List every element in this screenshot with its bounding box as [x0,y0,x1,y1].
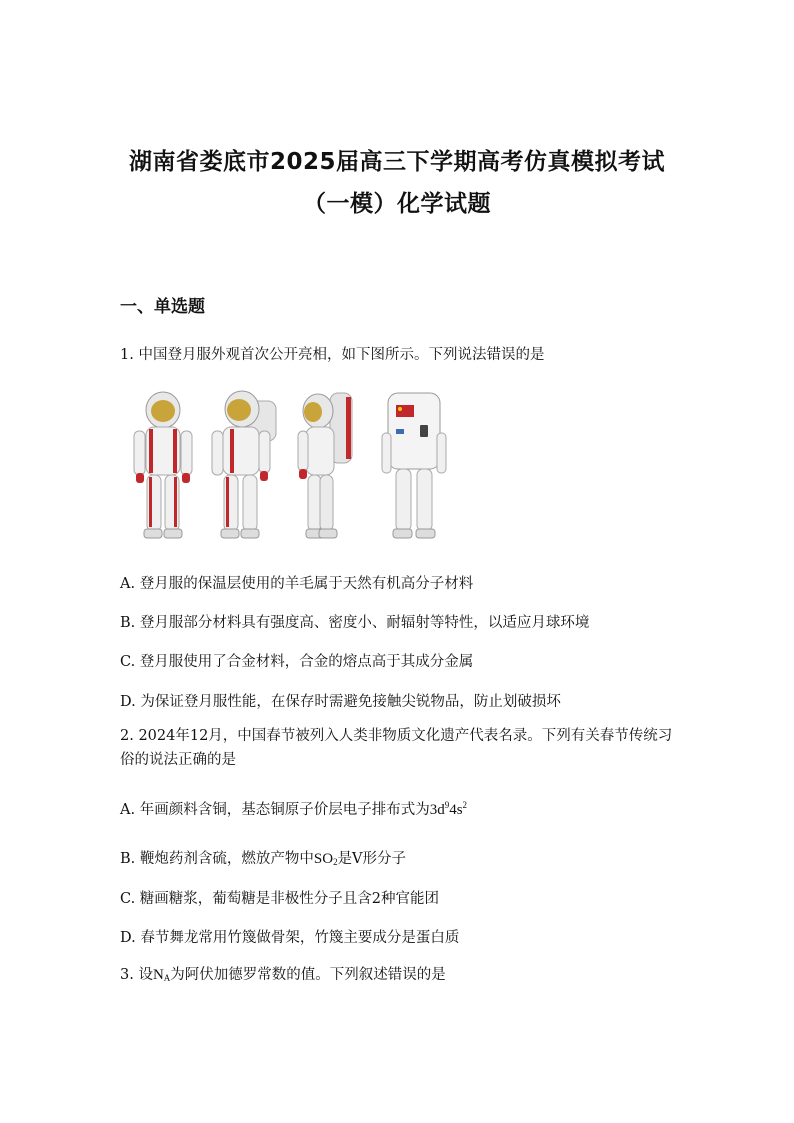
spacesuit-three-quarter-view [212,391,276,538]
title-line-2: （一模）化学试题 [303,191,491,217]
spacesuit-back-view [382,393,446,538]
formula-so2: $SO_2$ [313,851,338,867]
formula-3d9: $3d^94s^2$ [429,800,468,818]
question-2-stem: 2. 2024年12月，中国春节被列入人类非物质文化遗产代表名录。下列有关春节传统习俗的说法正确的是 [120,728,673,768]
question-3-stem: 3. 设$N_A$为阿伏加德罗常数的值。下列叙述错误的是 [120,967,446,983]
question-1-option-d: D. 为保证登月服性能，在保存时需避免接触尖锐物品，防止划破损坏 [120,694,561,710]
section-heading: 一、单选题 [120,297,205,317]
question-1-option-c: C. 登月服使用了合金材料，合金的熔点高于其成分金属 [120,654,474,670]
question-1-option-b: B. 登月服部分材料具有强度高、密度小、耐辐射等特性，以适应月球环境 [120,615,590,631]
option-b-text: B. 鞭炮药剂含硫，燃放产物中 [120,851,314,867]
spacesuit-front-view [134,392,192,538]
title-line-1: 湖南省娄底市2025届高三下学期高考仿真模拟考试 [128,149,665,175]
question-2-option-d: D. 春节舞龙常用竹篾做骨架，竹篾主要成分是蛋白质 [120,930,460,946]
question-2-option-c: C. 糖画糖浆，葡萄糖是非极性分子且含2种官能团 [120,891,440,907]
question-1-stem: 1. 中国登月服外观首次公开亮相，如下图所示。下列说法错误的是 [120,347,545,363]
question-1-option-a: A. 登月服的保温层使用的羊毛属于天然有机高分子材料 [120,576,474,592]
question-2-option-a [120,798,467,819]
question-2-option-b [120,847,406,868]
spacesuit-side-view [298,393,352,538]
formula-na: $N_A$ [152,967,171,983]
flag-icon [396,405,414,417]
spacesuit-figure [120,385,450,545]
option-a-text: A. 年画颜料含铜，基态铜原子价层电子排布式为 [120,802,430,818]
option-b-text-end: 是Ⅴ形分子 [337,851,407,867]
